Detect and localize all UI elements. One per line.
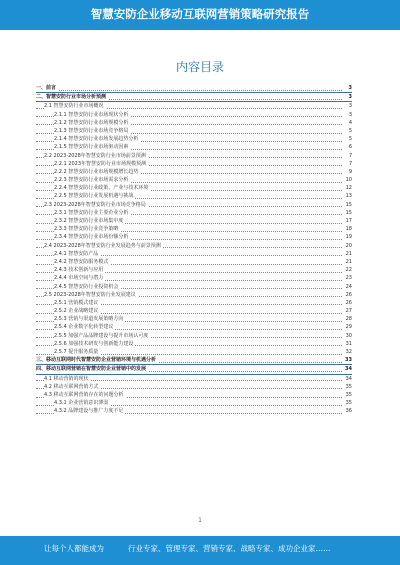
toc-entry-page: 32 bbox=[345, 349, 352, 355]
toc-entry[interactable] bbox=[36, 323, 352, 331]
toc-entry[interactable] bbox=[36, 225, 352, 233]
toc-entry-page: 21 bbox=[345, 258, 352, 265]
toc-entry[interactable] bbox=[36, 391, 352, 399]
toc-entry-label: 2.4.4 市场空间与潜力 bbox=[54, 275, 104, 282]
toc-entry[interactable] bbox=[36, 307, 352, 315]
toc-entry-label: 2.2.1 2023年智慧安防行业市场规模预测 bbox=[54, 160, 147, 167]
toc-entry[interactable] bbox=[36, 242, 352, 250]
toc-entry-label: 2.5.2 企业战略建议 bbox=[54, 308, 99, 315]
toc-entry-label: 一、前言 bbox=[36, 85, 57, 91]
toc-entry-label: 2.5 2023-2028年智慧安防行业发展建议 bbox=[44, 291, 136, 298]
toc-entry[interactable] bbox=[36, 399, 352, 407]
toc-entry-label: 2.4.2 智慧安防服务模式 bbox=[54, 258, 109, 265]
toc-entry-label: 三、移动互联网时代智慧安防企业营销环境与机遇分析 bbox=[36, 357, 157, 364]
toc-entry[interactable] bbox=[36, 152, 352, 160]
toc-entry-page: 7 bbox=[348, 152, 352, 159]
toc-entry-page: 22 bbox=[345, 267, 352, 274]
toc-entry-label: 2.5.4 企业数字化转型建议 bbox=[54, 324, 114, 331]
toc-entry-label: 2.1.2 智慧安防行业市场规模分析 bbox=[54, 119, 129, 126]
toc-entry-page: 7 bbox=[348, 160, 352, 167]
footer-slogan-right: 行业专家、管理专家、营销专家、战略专家、成功企业家…… bbox=[128, 544, 331, 553]
toc-entry[interactable] bbox=[36, 102, 352, 110]
toc-entry-label: 4.1 移动营销的现状 bbox=[44, 375, 89, 382]
toc-entry[interactable] bbox=[36, 291, 352, 299]
toc-entry[interactable] bbox=[36, 135, 352, 143]
toc-entry-label: 4.2 移动互联网营销方式 bbox=[44, 383, 99, 390]
toc-entry-label: 2.4.5 智慧安防行业投资机会 bbox=[54, 283, 119, 290]
toc-entry-page: 9 bbox=[348, 168, 352, 175]
toc-entry[interactable] bbox=[36, 356, 352, 365]
toc-entry[interactable] bbox=[36, 365, 352, 374]
toc-entry[interactable] bbox=[36, 299, 352, 307]
toc-entry-page: 30 bbox=[345, 332, 352, 339]
toc-entry-page: 23 bbox=[345, 275, 352, 282]
toc-entry-page: 4 bbox=[348, 119, 352, 126]
toc-entry-label: 2.2.2 智慧安防行业市场规模增长趋势 bbox=[54, 168, 139, 175]
toc-entry-label: 2.2.4 智慧安防行业政策、产业与技术环境 bbox=[54, 185, 149, 192]
toc-entry[interactable] bbox=[36, 209, 352, 217]
toc-entry[interactable] bbox=[36, 84, 352, 93]
toc-entry[interactable] bbox=[36, 111, 352, 119]
toc-entry[interactable] bbox=[36, 192, 352, 200]
toc-entry[interactable] bbox=[36, 201, 352, 209]
toc-entry-page: 5 bbox=[348, 127, 352, 134]
toc-entry-page: 18 bbox=[345, 226, 352, 233]
toc-entry-label: 4.3.1 企业营销意识薄弱 bbox=[54, 400, 109, 407]
toc-entry-page: 24 bbox=[345, 283, 352, 290]
toc-entry[interactable] bbox=[36, 274, 352, 282]
toc-entry-page: 21 bbox=[345, 250, 352, 257]
toc-entry-label: 2.5.7 提升服务质量 bbox=[54, 349, 99, 355]
toc-entry-label: 2.5.3 营销与渠道发展策略方向 bbox=[54, 316, 124, 323]
page-number: 1 bbox=[198, 517, 202, 524]
toc-dot-leader bbox=[36, 90, 342, 91]
toc-entry[interactable] bbox=[36, 283, 352, 291]
toc-heading: 内容目录 bbox=[175, 60, 224, 74]
toc-entry-label: 2.5.1 营销模式建议 bbox=[54, 299, 99, 306]
toc-entry-page: 26 bbox=[345, 299, 352, 306]
toc-entry-label: 2.3.3 智慧安防行业竞争策略 bbox=[54, 226, 119, 233]
toc-entry-label: 2.3.1 智慧安防行业主要企业分析 bbox=[54, 209, 129, 216]
toc-entry-page: 35 bbox=[345, 391, 352, 398]
report-title: 智慧安防企业移动互联网营销策略研究报告 bbox=[90, 7, 310, 21]
toc-entry-page: 27 bbox=[345, 308, 352, 315]
toc-entry-label: 4.3.2 品牌建设与推广力度不足 bbox=[54, 408, 124, 415]
toc-entry[interactable] bbox=[36, 383, 352, 391]
toc-entry-label: 四、移动互联网营销在智慧安防企业营销中的发展 bbox=[36, 366, 147, 373]
toc-entry-page: 20 bbox=[345, 242, 352, 249]
toc-entry[interactable] bbox=[36, 340, 352, 348]
toc-entry-page: 5 bbox=[348, 136, 352, 143]
toc-entry-page: 15 bbox=[345, 201, 352, 208]
toc-entry-page: 19 bbox=[345, 234, 352, 241]
toc-entry-page: 34 bbox=[345, 375, 352, 382]
toc-entry-label: 2.5.6 加强技术研发与创新能力建设 bbox=[54, 340, 134, 347]
toc-entry[interactable] bbox=[36, 266, 352, 274]
toc-entry-page: 3 bbox=[348, 103, 352, 110]
toc-entry-label: 2.2 2023-2028年智慧安防行业市场前景预测 bbox=[44, 152, 146, 159]
toc-entry[interactable] bbox=[36, 168, 352, 176]
toc-entry[interactable] bbox=[36, 127, 352, 135]
toc-entry-page: 6 bbox=[348, 144, 352, 151]
toc-entry-label: 二、智慧安防行业市场分析预测 bbox=[36, 94, 107, 101]
toc-entry[interactable] bbox=[36, 184, 352, 192]
toc-entry-label: 2.3 2023-2028年智慧安防行业市场竞争格局 bbox=[44, 201, 146, 208]
toc-entry[interactable] bbox=[36, 176, 352, 184]
toc-entry-label: 2.4 2023-2028年智慧安防行业发展趋势与前景预测 bbox=[44, 242, 161, 249]
toc-entry[interactable] bbox=[36, 217, 352, 225]
toc-entry-label: 2.4.3 技术创新与应用 bbox=[54, 267, 104, 274]
toc-entry[interactable] bbox=[36, 160, 352, 168]
toc-entry[interactable] bbox=[36, 258, 352, 266]
toc-entry-label: 4.3 移动互联网营销存在的问题分析 bbox=[44, 391, 124, 398]
toc-entry-label: 2.1.3 智慧安防行业市场竞争格局 bbox=[54, 127, 129, 134]
toc-entry-page: 33 bbox=[345, 357, 352, 364]
toc-entry[interactable] bbox=[36, 119, 352, 127]
toc-entry-page: 13 bbox=[345, 193, 352, 200]
toc-entry-page: 34 bbox=[345, 366, 352, 373]
toc-entry-label: 2.3.2 智慧安防行业市场集中度 bbox=[54, 218, 124, 224]
toc-entry-page: 15 bbox=[345, 209, 352, 216]
table-of-contents bbox=[36, 84, 352, 416]
toc-entry[interactable] bbox=[36, 375, 352, 383]
toc-entry-page: 12 bbox=[345, 185, 352, 192]
toc-entry[interactable] bbox=[36, 233, 352, 241]
toc-entry-page: 17 bbox=[345, 218, 352, 224]
toc-entry[interactable] bbox=[36, 250, 352, 258]
toc-entry-page: 31 bbox=[345, 340, 352, 347]
toc-entry-label: 2.1.1 智慧安防行业市场现状分析 bbox=[54, 111, 129, 118]
toc-entry[interactable] bbox=[36, 332, 352, 340]
footer-slogan-left: 让每个人都能成为 bbox=[44, 544, 104, 553]
toc-entry[interactable] bbox=[36, 348, 352, 356]
toc-entry-page: 10 bbox=[345, 177, 352, 184]
toc-entry-page: 3 bbox=[348, 111, 352, 118]
toc-entry[interactable] bbox=[36, 93, 352, 102]
toc-entry-page: 35 bbox=[345, 400, 352, 407]
toc-entry-label: 2.2.5 智慧安防行业发展机遇与挑战 bbox=[54, 193, 134, 200]
toc-entry-page: 36 bbox=[345, 408, 352, 415]
toc-entry-label: 2.2.3 智慧安防行业市场需求分析 bbox=[54, 177, 129, 184]
toc-entry-page: 35 bbox=[345, 383, 352, 390]
toc-entry-page: 28 bbox=[345, 316, 352, 323]
toc-entry-page: 29 bbox=[345, 324, 352, 331]
toc-entry-label: 2.1 智慧安防行业市场概况 bbox=[44, 103, 104, 110]
toc-entry-page: 26 bbox=[345, 291, 352, 298]
toc-entry[interactable] bbox=[36, 407, 352, 415]
toc-entry-label: 2.4.1 智慧安防产品 bbox=[54, 250, 99, 257]
toc-entry[interactable] bbox=[36, 143, 352, 151]
toc-entry-label: 2.1.4 智慧安防行业市场发展趋势分析 bbox=[54, 136, 139, 143]
toc-entry-label: 2.1.5 智慧安防行业市场驱动因素 bbox=[54, 144, 129, 151]
toc-entry-page: 3 bbox=[348, 94, 352, 101]
toc-entry-label: 2.5.5 加强产品品牌建设与提升市场认可度 bbox=[54, 332, 149, 339]
toc-entry[interactable] bbox=[36, 315, 352, 323]
toc-entry-label: 2.3.4 智慧安防行业市场份额分析 bbox=[54, 234, 129, 241]
toc-entry-page: 3 bbox=[348, 85, 352, 91]
